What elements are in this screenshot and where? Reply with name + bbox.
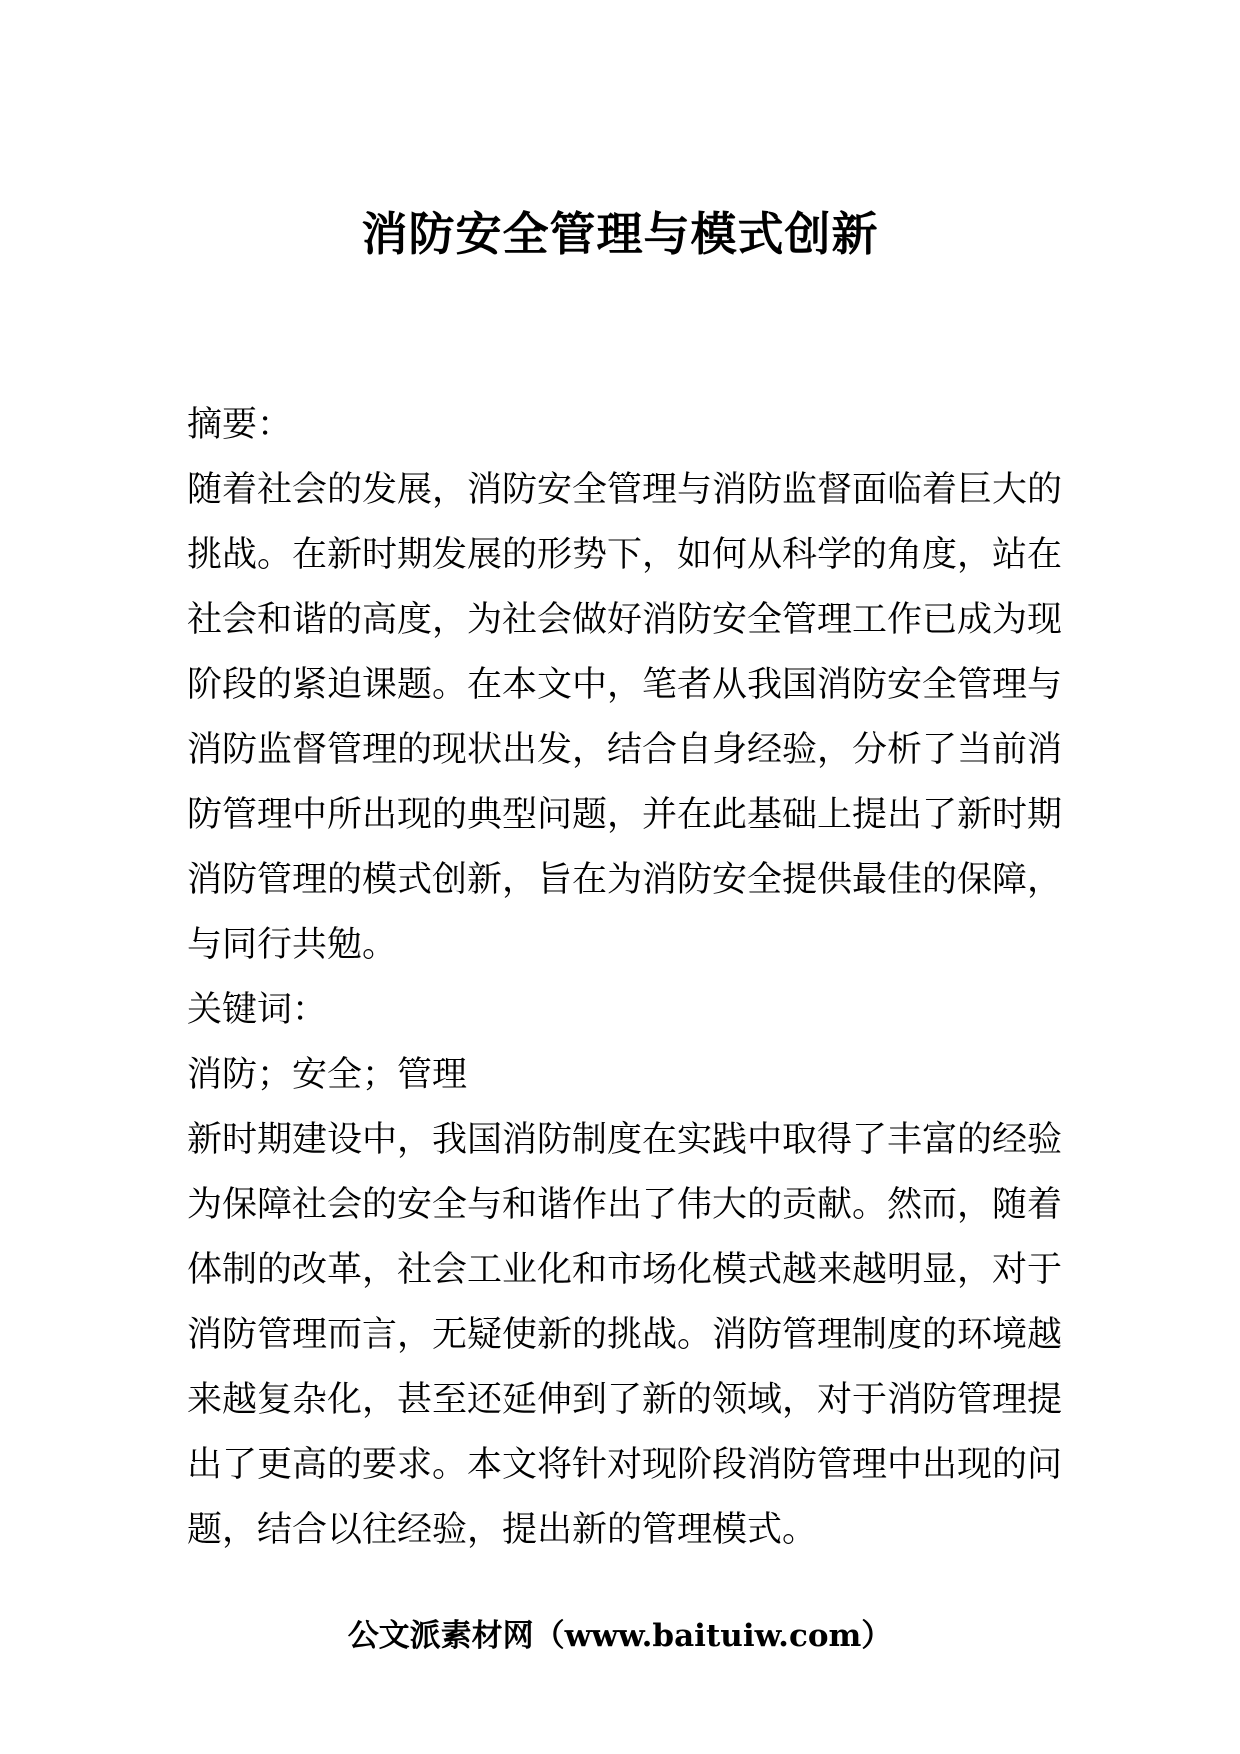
abstract-line: 社会和谐的高度，为社会做好消防安全管理工作已成为现 [187, 600, 1063, 640]
intro-paragraph [187, 1108, 1063, 1563]
abstract-line: 防管理中所出现的典型问题，并在此基础上提出了新时期 [187, 795, 1063, 835]
intro-line: 为保障社会的安全与和谐作出了伟大的贡献。然而，随着 [187, 1185, 1063, 1225]
abstract-line: 挑战。在新时期发展的形势下，如何从科学的角度，站在 [187, 535, 1063, 575]
keywords-text: 消防；安全；管理 [187, 1055, 468, 1095]
abstract-line: 消防监督管理的现状出发，结合自身经验，分析了当前消 [187, 730, 1063, 770]
intro-line: 消防管理而言，无疑使新的挑战。消防管理制度的环境越 [187, 1315, 1063, 1355]
abstract-paragraph [187, 458, 1063, 978]
abstract-line: 阶段的紧迫课题。在本文中，笔者从我国消防安全管理与 [187, 665, 1063, 705]
abstract-label: 摘要： [187, 405, 293, 445]
keywords-label: 关键词： [187, 990, 328, 1030]
intro-line: 新时期建设中，我国消防制度在实践中取得了丰富的经验 [187, 1120, 1063, 1160]
abstract-line: 消防管理的模式创新，旨在为消防安全提供最佳的保障， [187, 860, 1063, 900]
abstract-line: 与同行共勉。 [187, 925, 398, 965]
source-footer: 公文派素材网（www.baituiw.com） [347, 1618, 893, 1654]
intro-line: 体制的改革，社会工业化和市场化模式越来越明显，对于 [187, 1250, 1063, 1290]
document-title: 消防安全管理与模式创新 [361, 207, 879, 261]
intro-line: 来越复杂化，甚至还延伸到了新的领域，对于消防管理提 [187, 1380, 1063, 1420]
document-body [187, 393, 1063, 1563]
intro-line: 题，结合以往经验，提出新的管理模式。 [187, 1510, 818, 1550]
abstract-line: 随着社会的发展，消防安全管理与消防监督面临着巨大的 [187, 470, 1063, 510]
intro-line: 出了更高的要求。本文将针对现阶段消防管理中出现的问 [187, 1445, 1063, 1485]
